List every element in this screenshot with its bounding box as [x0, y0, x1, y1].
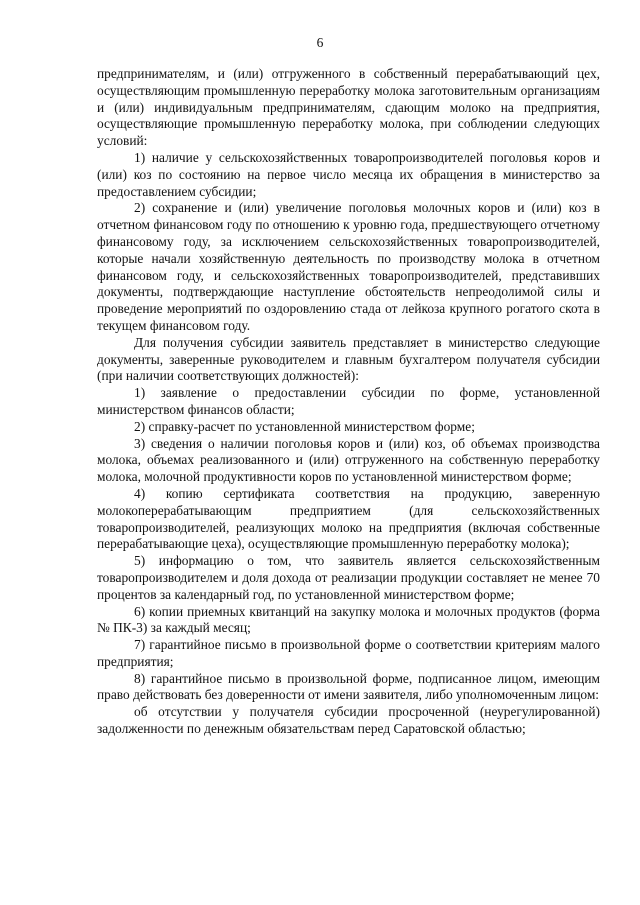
- page-number: 6: [316, 35, 324, 50]
- paragraph: 2) сохранение и (или) увеличение поголовья молочных коров и (или) коз в отчетном финансовом году по отношению к уровню года, предшествующего отчетному финансовому году, за исключением сельскохозяйственных товаропроизводителей, которые начали хозяйственную деятельность по производству молока в отчетном финансовом году, и сельскохозяйственных товаропроизводителей, представивших документы, подтверждающие наступление обстоятельств непреодолимой силы и проведение мероприятий по оздоровлению стада от лейкоза крупного рогатого скота в текущем финансовом году.: [97, 200, 600, 333]
- paragraph: 3) сведения о наличии поголовья коров и (или) коз, об объемах производства молока, объемах реализованного и (или) отгруженного на собственную переработку молока, молочной продуктивности коров по установленной министерством форме;: [97, 435, 600, 485]
- paragraph: 4) копию сертификата соответствия на продукцию, заверенную молокоперерабатывающим предприятием (для сельскохозяйственных товаропроизводителей, реализующих молоко на предприятия (включая собственные перерабатывающие цеха), осуществляющие промышленную переработку молока);: [97, 485, 600, 552]
- paragraph: 2) справку-расчет по установленной министерством форме;: [134, 418, 475, 434]
- paragraph: 6) копии приемных квитанций на закупку молока и молочных продуктов (форма № ПК-3) за каждый месяц;: [97, 603, 600, 636]
- paragraph: 8) гарантийное письмо в произвольной форме, подписанное лицом, имеющим право действовать без доверенности от имени заявителя, либо уполномоченным лицом:: [97, 670, 600, 703]
- document-body: [97, 66, 600, 738]
- paragraph: Для получения субсидии заявитель представляет в министерство следующие документы, заверенные руководителем и главным бухгалтером получателя субсидии (при наличии соответствующих должностей):: [97, 334, 600, 384]
- paragraph: 5) информацию о том, что заявитель является сельскохозяйственным товаропроизводителем и доля дохода от реализации продукции составляет не менее 70 процентов за календарный год, по установленной министерством форме;: [97, 553, 600, 602]
- paragraph: 1) заявление о предоставлении субсидии по форме, установленной министерством финансов области;: [97, 385, 600, 417]
- paragraph: об отсутствии у получателя субсидии просроченной (неурегулированной) задолженности по денежным обязательствам перед Саратовской областью;: [97, 704, 600, 737]
- paragraph: предпринимателям, и (или) отгруженного в собственный перерабатывающий цех, осуществляющим промышленную переработку молока заготовительным организациям и (или) индивидуальным предпринимателям, сдающим молоко на предприятия, осуществляющие промышленную переработку молока, при соблюдении следующих условий:: [97, 66, 600, 149]
- paragraph: 1) наличие у сельскохозяйственных товаропроизводителей поголовья коров и (или) коз по состоянию на первое число месяца их обращения в министерство за предоставлением субсидии;: [97, 149, 600, 199]
- paragraph: 7) гарантийное письмо в произвольной форме о соответствии критериям малого предприятия;: [97, 637, 600, 669]
